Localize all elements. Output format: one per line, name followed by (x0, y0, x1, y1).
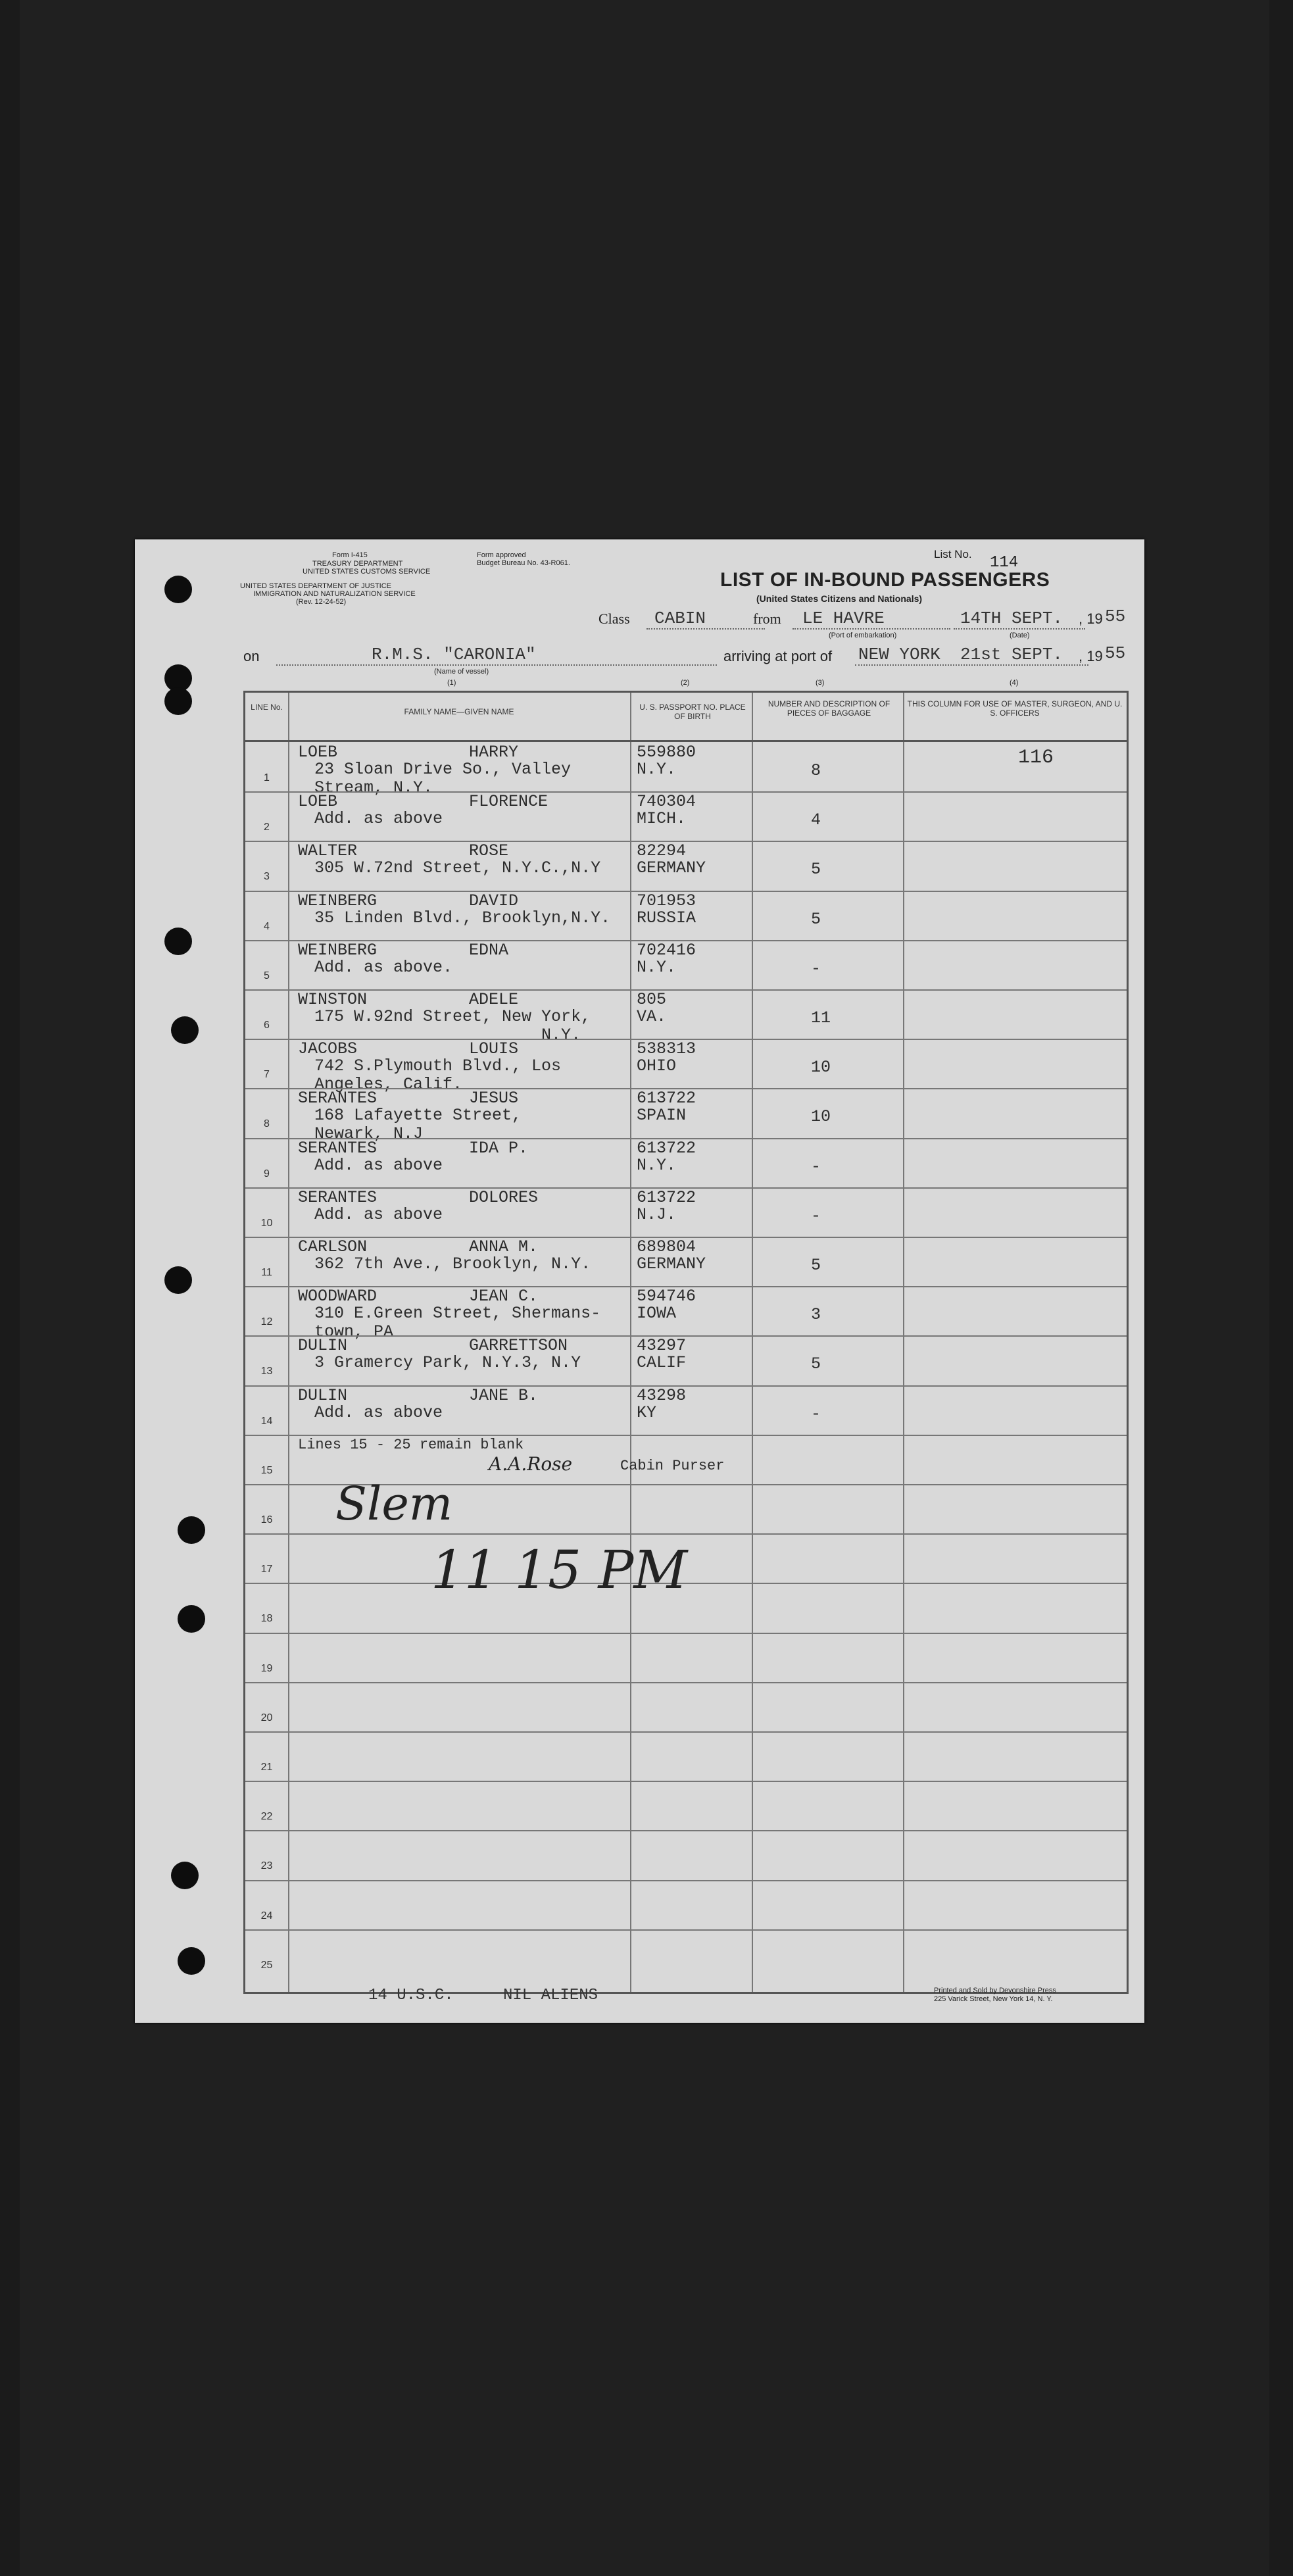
line-number: 10 (260, 1217, 273, 1229)
place-of-birth: RUSSIA (637, 908, 696, 928)
line-number: 15 (260, 1464, 273, 1476)
footer-nil-aliens: NIL ALIENS (503, 1987, 598, 2004)
line-number: 4 (264, 920, 270, 932)
depart-date: 14TH SEPT. (960, 608, 1063, 628)
family-name: LOEB (298, 743, 338, 762)
address: Add. as above (314, 1204, 443, 1224)
address: Add. as above (314, 1155, 443, 1175)
column-number-3: (3) (816, 679, 825, 687)
address: 305 W.72nd Street, N.Y.C.,N.Y (314, 858, 601, 878)
line-number: 2 (264, 822, 270, 833)
depart-year: 55 (1105, 607, 1126, 626)
family-name: CARLSON (298, 1237, 368, 1256)
printer-line-1: Printed and Sold by Devonshire Press (934, 1987, 1056, 1994)
from-value: LE HAVRE (802, 608, 885, 628)
from-label: from (753, 610, 781, 627)
family-name: WEINBERG (298, 940, 378, 960)
row-divider (245, 1781, 1127, 1782)
vessel-underline (276, 664, 717, 666)
class-label: Class (598, 610, 630, 627)
passport-number: 594746 (637, 1287, 696, 1306)
vessel-name: R.M.S. "CARONIA" (372, 645, 536, 664)
passport-number: 613722 (637, 1138, 696, 1158)
row-divider (245, 989, 1127, 991)
address: 310 E.Green Street, Shermans- town, PA (314, 1304, 601, 1342)
line-number: 12 (260, 1316, 273, 1328)
line-number: 21 (260, 1762, 273, 1773)
row-divider (245, 1682, 1127, 1683)
given-name: EDNA (469, 940, 509, 960)
passport-number: 559880 (637, 743, 696, 762)
purser-signature: A.A.Rose (489, 1452, 573, 1475)
address: 35 Linden Blvd., Brooklyn,N.Y. (314, 908, 611, 928)
header-baggage: NUMBER AND DESCRIPTION OF PIECES OF BAGGAGE (768, 699, 890, 718)
baggage-count: - (811, 1404, 821, 1424)
line-number: 16 (260, 1514, 273, 1525)
given-name: ROSE (469, 841, 509, 861)
binder-hole (164, 928, 192, 955)
family-name: DULIN (298, 1336, 348, 1356)
place-of-birth: MICH. (637, 809, 687, 829)
given-name: DAVID (469, 891, 519, 910)
given-name: HARRY (469, 743, 519, 762)
address: 168 Lafayette Street, Newark, N.J (314, 1106, 522, 1144)
place-of-birth: IOWA (637, 1304, 677, 1324)
form-title: LIST OF IN-BOUND PASSENGERS (720, 569, 1050, 591)
port-embarkation-caption: (Port of embarkation) (829, 632, 897, 639)
header-passport: U. S. PASSPORT NO. PLACE OF BIRTH (639, 703, 746, 721)
footer-code: 14 U.S.C. (368, 1987, 454, 2004)
address: 175 W.92nd Street, New York, N.Y. (314, 1007, 591, 1045)
handwritten-initials: Slem (335, 1477, 453, 1531)
list-no-label: List No. (934, 548, 972, 560)
passport-number: 613722 (637, 1089, 696, 1108)
line-number: 8 (264, 1118, 270, 1130)
given-name: FLORENCE (469, 792, 549, 812)
class-underline (646, 628, 765, 630)
family-name: SERANTES (298, 1187, 378, 1207)
form-approved: Form approved (477, 551, 526, 559)
place-of-birth: GERMANY (637, 858, 706, 878)
column-number-2: (2) (681, 679, 690, 687)
date-underline (954, 628, 1085, 630)
passport-number: 613722 (637, 1187, 696, 1207)
class-value: CABIN (654, 608, 706, 628)
given-name: JANE B. (469, 1385, 539, 1405)
baggage-count: 5 (811, 1256, 821, 1275)
handwritten-time: 11 15 PM (431, 1539, 688, 1600)
address: 742 S.Plymouth Blvd., Los Angeles, Calif. (314, 1056, 562, 1095)
family-name: WALTER (298, 841, 358, 861)
dept-justice: UNITED STATES DEPARTMENT OF JUSTICE (240, 582, 392, 590)
place-of-birth: SPAIN (637, 1106, 687, 1126)
given-name: DOLORES (469, 1187, 539, 1207)
row-divider (245, 1731, 1127, 1733)
family-name: WINSTON (298, 990, 368, 1009)
list-no-value: 114 (990, 554, 1019, 572)
family-name: DULIN (298, 1385, 348, 1405)
line-number: 7 (264, 1069, 270, 1081)
row-divider (245, 1880, 1127, 1881)
arrival-port: NEW YORK (858, 645, 940, 664)
binder-hole (164, 687, 192, 715)
col-divider (903, 693, 904, 1992)
passport-number: 701953 (637, 891, 696, 910)
column-number-4: (4) (1010, 679, 1019, 687)
baggage-count: - (811, 958, 821, 978)
place-of-birth: GERMANY (637, 1254, 706, 1274)
place-of-birth: CALIF (637, 1353, 687, 1373)
row-divider (245, 1633, 1127, 1634)
family-name: WOODWARD (298, 1287, 378, 1306)
line-number: 9 (264, 1168, 270, 1179)
given-name: JESUS (469, 1089, 519, 1108)
line-number: 6 (264, 1020, 270, 1031)
column-number-1: (1) (447, 679, 456, 687)
printer-line-2: 225 Varick Street, New York 14, N. Y. (934, 1995, 1053, 2003)
line-number: 18 (260, 1613, 273, 1625)
binder-hole (164, 1266, 192, 1294)
form-revision: (Rev. 12-24-52) (296, 598, 347, 606)
given-name: ADELE (469, 990, 519, 1009)
place-of-birth: KY (637, 1402, 657, 1422)
arrival-underline (855, 664, 1088, 666)
vessel-caption: (Name of vessel) (434, 668, 489, 676)
passport-number: 805 (637, 990, 667, 1009)
line-number: 23 (260, 1860, 273, 1872)
place-of-birth: OHIO (637, 1056, 677, 1076)
baggage-count: 5 (811, 860, 821, 879)
address: 23 Sloan Drive So., Valley Stream, N.Y. (314, 760, 572, 797)
arrive-year-prefix: , 19 (1079, 648, 1103, 664)
passport-number: 538313 (637, 1039, 696, 1059)
given-name: GARRETTSON (469, 1336, 568, 1356)
line-number: 13 (260, 1366, 273, 1377)
from-underline (793, 628, 950, 630)
line-number: 14 (260, 1415, 273, 1427)
header-officers: THIS COLUMN FOR USE OF MASTER, SURGEON, AND U. S. OFFICERS (907, 699, 1123, 718)
line-number: 11 (261, 1267, 272, 1278)
binder-hole (178, 1516, 205, 1544)
passport-number: 43298 (637, 1385, 687, 1405)
on-label: on (243, 648, 260, 664)
dept-treasury: TREASURY DEPARTMENT (312, 560, 403, 568)
family-name: WEINBERG (298, 891, 378, 910)
binder-hole (171, 1016, 199, 1044)
line-number: 20 (260, 1712, 273, 1723)
place-of-birth: VA. (637, 1007, 667, 1026)
address: Add. as above (314, 809, 443, 829)
binder-hole (171, 1862, 199, 1889)
blank-lines-note: Lines 15 - 25 remain blank (298, 1436, 524, 1453)
line-number: 17 (260, 1564, 273, 1575)
baggage-count: 10 (811, 1058, 831, 1077)
family-name: SERANTES (298, 1138, 378, 1158)
purser-title: Cabin Purser (620, 1457, 725, 1474)
passport-number: 82294 (637, 841, 687, 861)
header-line-no: LINE No. (251, 703, 283, 712)
baggage-count: 8 (811, 761, 821, 780)
place-of-birth: N.Y. (637, 1155, 677, 1175)
family-name: LOEB (298, 792, 338, 812)
line-number: 24 (260, 1910, 273, 1921)
line-number: 3 (264, 871, 270, 883)
form-number: Form I-415 (332, 551, 368, 559)
date-caption: (Date) (1010, 632, 1030, 639)
arrive-year: 55 (1105, 643, 1126, 663)
col-divider (630, 693, 631, 1992)
address: Add. as above (314, 1402, 443, 1422)
manifest-page (135, 539, 1144, 2023)
col-divider (752, 693, 753, 1992)
depart-year-prefix: , 19 (1079, 610, 1103, 627)
baggage-count: 5 (811, 909, 821, 929)
row-divider (245, 1830, 1127, 1831)
binder-hole (178, 1605, 205, 1633)
line-number: 25 (260, 1959, 273, 1971)
given-name: ANNA M. (469, 1237, 539, 1256)
officer-note: 116 (1018, 747, 1054, 769)
family-name: SERANTES (298, 1089, 378, 1108)
row-divider (245, 1929, 1127, 1931)
budget-bureau: Budget Bureau No. 43-R061. (477, 559, 570, 567)
binder-hole (178, 1947, 205, 1975)
baggage-count: 4 (811, 810, 821, 830)
row-divider (245, 1533, 1127, 1535)
baggage-count: 5 (811, 1354, 821, 1374)
col-divider (288, 693, 289, 1992)
passenger-table (243, 691, 1129, 1994)
dept-ins: IMMIGRATION AND NATURALIZATION SERVICE (253, 590, 416, 598)
baggage-count: - (811, 1206, 821, 1226)
arriving-label: arriving at port of (723, 648, 833, 664)
passport-number: 43297 (637, 1336, 687, 1356)
line-number: 22 (260, 1811, 273, 1823)
baggage-count: - (811, 1156, 821, 1176)
given-name: LOUIS (469, 1039, 519, 1059)
address: 3 Gramercy Park, N.Y.3, N.Y (314, 1353, 581, 1373)
header-divider (245, 740, 1127, 742)
passport-number: 740304 (637, 792, 696, 812)
address: Add. as above. (314, 957, 453, 977)
address: 362 7th Ave., Brooklyn, N.Y. (314, 1254, 591, 1274)
family-name: JACOBS (298, 1039, 358, 1059)
header-family-name: FAMILY NAME—GIVEN NAME (404, 707, 514, 716)
baggage-count: 11 (811, 1008, 831, 1028)
place-of-birth: N.Y. (637, 760, 677, 779)
line-number: 1 (264, 772, 270, 783)
form-subtitle: (United States Citizens and Nationals) (756, 593, 923, 604)
passport-number: 689804 (637, 1237, 696, 1256)
passport-number: 702416 (637, 940, 696, 960)
line-number: 19 (260, 1662, 273, 1674)
place-of-birth: N.J. (637, 1204, 677, 1224)
place-of-birth: N.Y. (637, 957, 677, 977)
baggage-count: 10 (811, 1107, 831, 1127)
line-number: 5 (264, 970, 270, 981)
dept-customs: UNITED STATES CUSTOMS SERVICE (303, 568, 431, 576)
baggage-count: 3 (811, 1305, 821, 1325)
given-name: JEAN C. (469, 1287, 539, 1306)
binder-hole (164, 576, 192, 603)
arrival-date: 21st SEPT. (960, 645, 1063, 664)
given-name: IDA P. (469, 1138, 529, 1158)
